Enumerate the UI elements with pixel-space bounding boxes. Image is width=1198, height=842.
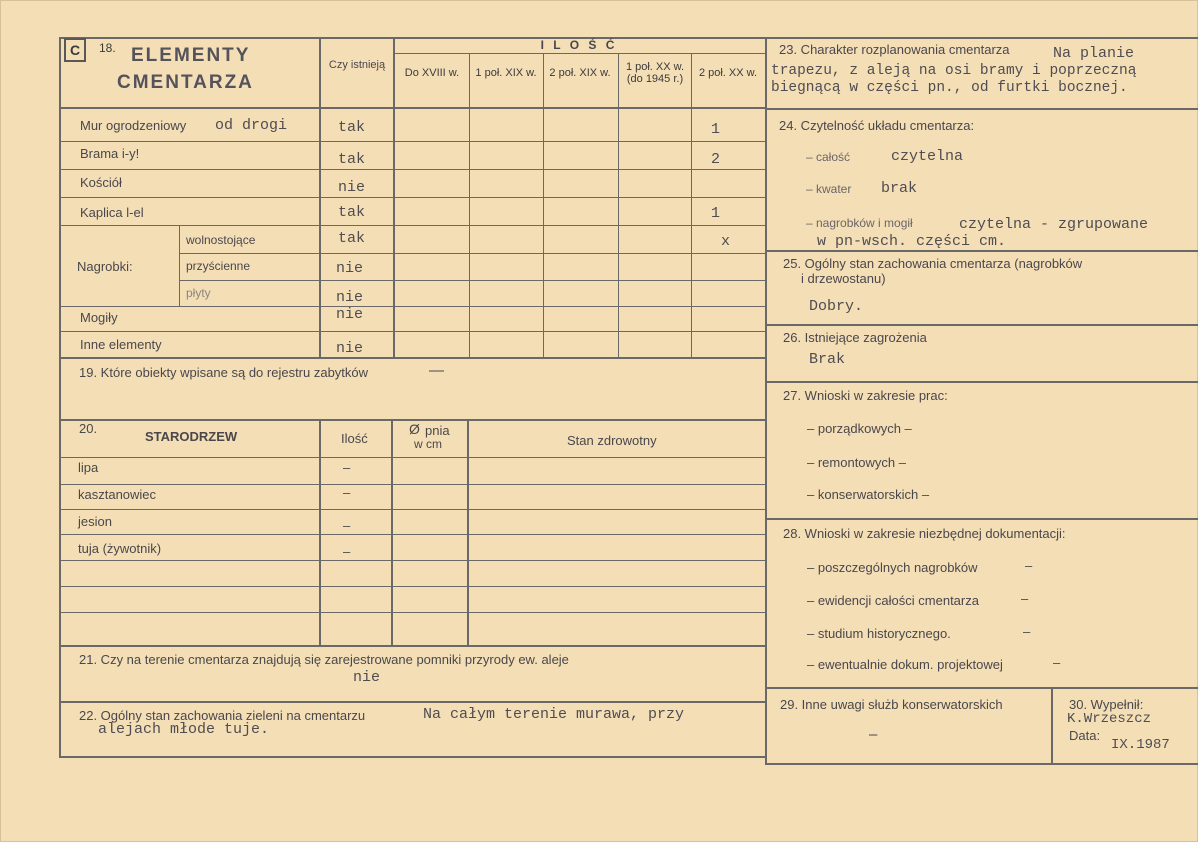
inne-exists: nie — [336, 340, 364, 357]
q28-label: 28. Wnioski w zakresie niezbędnej dokumentacji: — [783, 526, 1066, 541]
brama-exists: tak — [338, 151, 366, 168]
q28-item-dash: – — [1025, 558, 1033, 573]
q30-label: 30. Wypełnił: — [1069, 697, 1144, 712]
period-2pol-xix: 2 poł. XIX w. — [549, 67, 611, 79]
q21-value: nie — [353, 669, 381, 686]
mur-label: Mur ogrodzeniowy — [80, 118, 187, 133]
q25-label-line2: i drzewostanu) — [801, 271, 886, 286]
mur-note: od drogi — [215, 117, 288, 134]
inne-label: Inne elementy — [80, 337, 162, 352]
q24-nagrobkow-label: – nagrobków i mogił — [806, 216, 913, 230]
tree-name: tuja (żywotnik) — [78, 541, 162, 556]
tree-name: kasztanowiec — [78, 487, 157, 502]
q26-value: Brak — [809, 351, 846, 368]
q20-col-ilosc: Ilość — [341, 431, 368, 446]
q22-label: 22. Ogólny stan zachowania zieleni na cmentarzu — [79, 708, 366, 723]
q23-value-line1: Na planie — [1053, 45, 1135, 62]
kosciol-exists: nie — [338, 179, 366, 196]
q27-item: – konserwatorskich – — [807, 487, 930, 502]
tree-ilosc: – — [343, 544, 351, 559]
q24-nagrobkow-value-line2: w pn-wsch. części cm. — [817, 233, 1007, 250]
tree-ilosc: – — [343, 485, 351, 500]
q30-name: K.Wrzeszcz — [1067, 711, 1152, 727]
q28-item: – poszczególnych nagrobków — [807, 560, 978, 575]
q28-item-dash: – — [1021, 591, 1029, 606]
q26-label: 26. Istniejące zagrożenia — [783, 330, 927, 345]
plyty-exists: nie — [336, 289, 364, 306]
q27-item: – remontowych – — [807, 455, 906, 470]
q20-title: STARODRZEW — [145, 429, 238, 444]
kaplica-exists: tak — [338, 204, 366, 221]
q24-label: 24. Czytelność układu cmentarza: — [779, 118, 975, 133]
tree-name: lipa — [78, 460, 99, 475]
section-18-number: 18. — [99, 41, 116, 55]
q23-label: 23. Charakter rozplanowania cmentarza — [779, 42, 1010, 57]
q28-item: – ewentualnie dokum. projektowej — [807, 657, 1003, 672]
q23-value-line3: biegnącą w części pn., od furtki bocznej. — [771, 80, 1128, 96]
przyscienne-label: przyścienne — [186, 259, 251, 273]
period-2pol-xx: 2 poł. XX w. — [698, 67, 758, 79]
wolnostojace-label: wolnostojące — [186, 233, 256, 247]
q29-label: 29. Inne uwagi służb konserwatorskich — [780, 697, 1003, 712]
q28-item: – studium historycznego. — [807, 626, 951, 641]
q20-col-pnia: pnia — [425, 423, 450, 438]
tree-name: jesion — [78, 514, 112, 529]
q28-item-dash: – — [1023, 624, 1031, 639]
kaplica-label: Kaplica l-el — [80, 205, 144, 220]
tree-ilosc: – — [343, 460, 351, 475]
q24-nagrobkow-value-line1: czytelna - zgrupowane — [959, 216, 1149, 233]
q20-number: 20. — [79, 421, 98, 436]
q20-col-pnia-unit: w cm — [414, 437, 442, 451]
elements-title-line1: ELEMENTY — [131, 45, 251, 66]
mur-count: 1 — [711, 121, 721, 138]
q29-value: – — [869, 726, 878, 743]
q22-value-line1: Na całym terenie murawa, przy — [423, 706, 685, 723]
mogily-exists: nie — [336, 306, 364, 323]
period-1pol-xx: 1 poł. XX w. (do 1945 r.) — [625, 61, 685, 85]
q22-value-line2: alejach młode tuje. — [98, 721, 270, 738]
q20-col-stan: Stan zdrowotny — [567, 433, 657, 448]
q28-item-dash: – — [1053, 655, 1061, 670]
wolnostojace-exists: tak — [338, 230, 366, 247]
przyscienne-exists: nie — [336, 260, 364, 277]
period-do-xviii: Do XVIII w. — [404, 67, 460, 79]
plyty-label: płyty — [186, 286, 211, 300]
q21-label: 21. Czy na terenie cmentarza znajdują się zarejestrowane pomniki przyrody ew. aleje — [79, 652, 569, 667]
kosciol-label: Kościół — [80, 175, 122, 190]
czy-istnieja-header: Czy istnieją — [328, 59, 386, 71]
q30-date-value: IX.1987 — [1111, 737, 1170, 753]
q24-kwater-label: – kwater — [806, 182, 852, 196]
q19-label: 19. Które obiekty wpisane są do rejestru zabytków — [79, 365, 369, 380]
q24-calosc-label: – całość — [806, 150, 851, 164]
mur-exists: tak — [338, 119, 366, 136]
wolnostojace-mark: x — [721, 233, 731, 250]
section-letter-box: C — [64, 38, 86, 62]
diameter-symbol-icon: Ø — [409, 421, 420, 437]
q24-calosc-value: czytelna — [891, 148, 964, 165]
q24-kwater-value: brak — [881, 180, 918, 197]
q27-item: – porządkowych – — [807, 421, 912, 436]
q23-value-line2: trapezu, z aleją na osi bramy i poprzeczną — [771, 63, 1137, 79]
ilosc-header: I L O Ś Ć — [540, 38, 618, 52]
q27-label: 27. Wnioski w zakresie prac: — [783, 388, 948, 403]
kaplica-count: 1 — [711, 205, 721, 222]
q19-value: — — [429, 362, 444, 379]
elements-title-line2: CMENTARZA — [117, 72, 254, 93]
q28-item: – ewidencji całości cmentarza — [807, 593, 979, 608]
brama-label: Brama i-y! — [80, 146, 140, 161]
q30-date-label: Data: — [1069, 728, 1101, 743]
brama-count: 2 — [711, 151, 721, 168]
mogily-label: Mogiły — [80, 310, 118, 325]
nagrobki-label: Nagrobki: — [77, 259, 133, 274]
period-1pol-xix: 1 poł. XIX w. — [475, 67, 537, 79]
tree-ilosc: – — [343, 518, 351, 533]
q25-label-line1: 25. Ogólny stan zachowania cmentarza (nagrobków — [783, 256, 1083, 271]
q25-value: Dobry. — [809, 298, 864, 315]
